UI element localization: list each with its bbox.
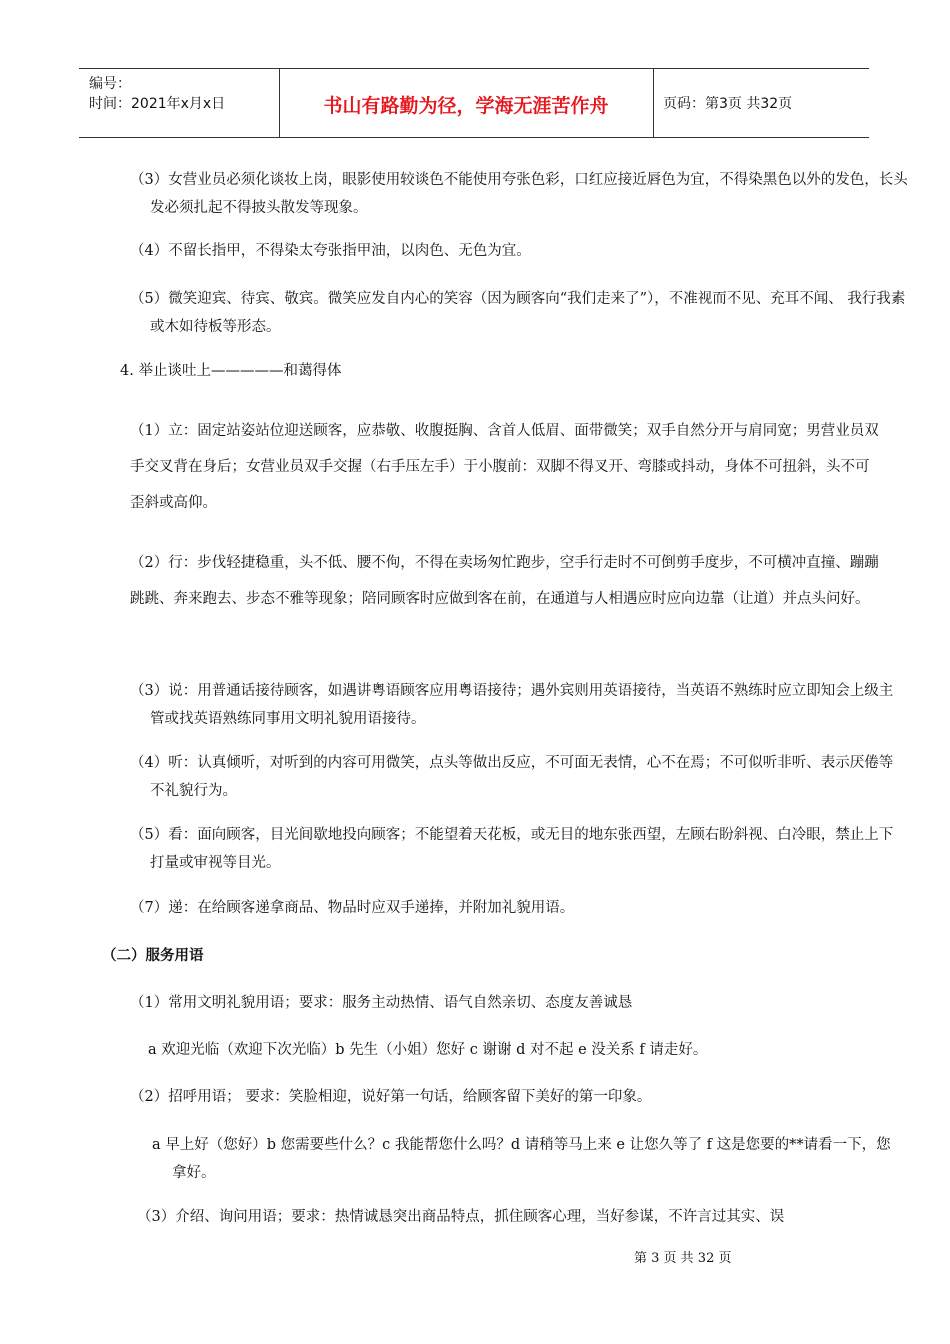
paragraph-listening: （4）听：认真倾听，对听到的内容可用微笑，点头等做出反应，不可面无表情，心不在焉；不可似听非听、表示厌倦等不礼貌行为。 (130, 755, 894, 799)
paragraph-introduction-phrases: （3）介绍、询问用语；要求：热情诚恳突出商品特点，抓住顾客心理，当好参谋，不许言过其实、误 (137, 1209, 785, 1225)
document-number-label: 编号： (89, 76, 131, 92)
paragraph-speaking: （3）说：用普通话接待顾客，如遇讲粤语顾客应用粤语接待；遇外宾则用英语接待，当英语不熟练时应立即知会上级主管或找英语熟练同事用文明礼貌用语接待。 (130, 683, 894, 727)
document-time-label: 时间：2021年x月x日 (89, 96, 226, 112)
header-page-cell (653, 69, 869, 137)
header-motto: 书山有路勤为径，学海无涯苦作舟 (323, 95, 609, 117)
section-heading-manners: 4. 举止谈吐上—————和蔼得体 (120, 363, 342, 379)
header-motto-cell (279, 69, 654, 137)
paragraph-nails: （4）不留长指甲，不得染太夸张指甲油，以肉色、无色为宜。 (130, 243, 531, 259)
paragraph-smile: （5）微笑迎宾、待宾、敬宾。微笑应发自内心的笑容（因为顾客向“我们走来了”），不准视而不见、充耳不闻、 我行我素或木如待板等形态。 (130, 291, 906, 335)
paragraph-passing: （7）递：在给顾客递拿商品、物品时应双手递捧，并附加礼貌用语。 (130, 900, 575, 916)
paragraph-makeup: （3）女营业员必须化谈妆上岗，眼影使用较谈色不能使用夸张色彩，口红应接近唇色为宜，不得染黑色以外的发色，长头发必须扎起不得披头散发等现象。 (130, 172, 908, 216)
header-meta-cell (79, 69, 280, 137)
paragraph-standing: （1）立：固定站姿站位迎送顾客，应恭敬、收腹挺胸、含首人低眉、面带微笑；双手自然分开与肩同宽；男营业员双手交叉背在身后；女营业员双手交握（右手压左手）于小腹前：双脚不得叉开、弯膝或抖动，身体不可扭斜，头不可歪斜或高仰。 (130, 423, 879, 511)
paragraph-walking: （2）行：步伐轻捷稳重，头不低、腰不佝，不得在卖场匆忙跑步，空手行走时不可倒剪手度步，不可横冲直撞、蹦蹦跳跳、奔来跑去、步态不雅等现象；陪同顾客时应做到客在前，在通道与人相遇应时应向边靠（让道）并点头问好。 (130, 555, 879, 607)
paragraph-polite-phrases: （1）常用文明礼貌用语；要求：服务主动热情、语气自然亲切、态度友善诚恳 (130, 995, 633, 1011)
page-header (79, 68, 869, 138)
paragraph-greeting-phrase-list: a 早上好（您好）b 您需要些什么？c 我能帮您什么吗？d 请稍等马上来 e 让您久等了 f 这是您要的**请看一下，您拿好。 (152, 1137, 891, 1181)
paragraph-looking: （5）看：面向顾客，目光间歇地投向顾客；不能望着天花板，或无目的地东张西望，左顾右盼斜视、白冷眼，禁止上下打量或审视等目光。 (130, 827, 894, 871)
paragraph-polite-phrase-list: a 欢迎光临（欢迎下次光临）b 先生（小姐）您好 c 谢谢 d 对不起 e 没关系 f 请走好。 (148, 1042, 708, 1058)
section-heading-service-language: （二）服务用语 (102, 947, 204, 964)
page-footer: 第 3 页 共 32 页 (634, 1251, 732, 1266)
header-page-info: 页码：第3页 共32页 (663, 96, 793, 112)
paragraph-greeting-phrases: （2）招呼用语； 要求：笑脸相迎，说好第一句话，给顾客留下美好的第一印象。 (130, 1089, 652, 1105)
